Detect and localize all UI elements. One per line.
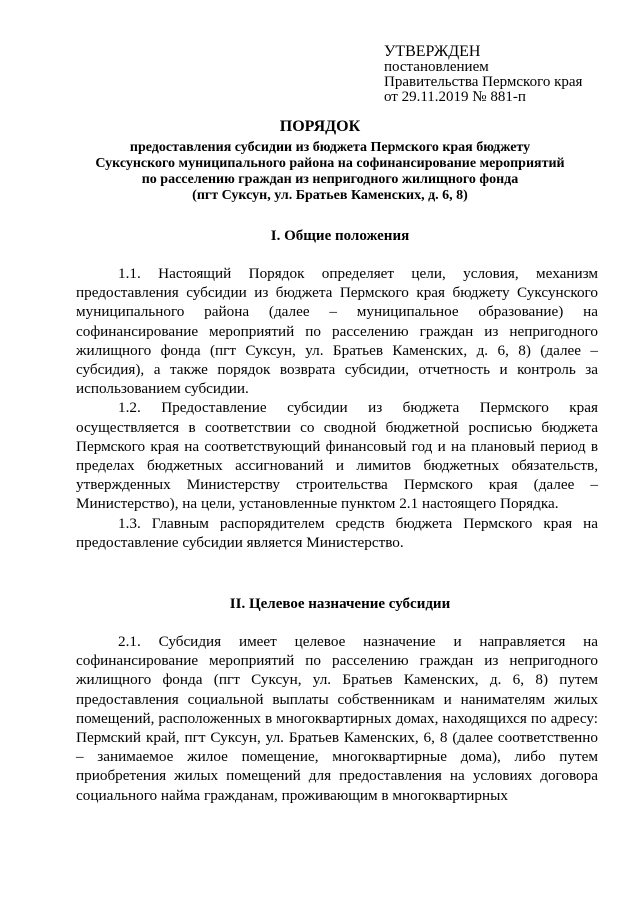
subtitle-line-4: (пгт Суксун, ул. Братьев Каменских, д. 6, 8) — [192, 188, 468, 203]
subtitle-line-1: предоставления субсидии из бюджета Пермского края бюджету — [129, 140, 531, 155]
document-subtitle — [70, 140, 590, 204]
paragraph-2-1: 2.1. Субсидия имеет целевое назначение и направляется на софинансирование мероприятий по расселению граждан из непригодного жилищного фонда (пгт Суксун, ул. Братьев Каменских, д. 6, 8) путем предоставления социальной выплаты собственникам и нанимателям жилых помещений, расположенных в многоквартирных домах, находящихся по адресу: Пермский край, пгт Суксун, ул. Братьев Каменских, 6, 8 (далее соответственно – занимаемое жилое помещение, многоквартирные дома), либо путем приобретения жилых помещений для предоставления на условиях договора социального найма гражданам, проживающим в многоквартирных — [76, 633, 598, 804]
approval-line-3: от 29.11.2019 № 881-п — [384, 89, 526, 105]
paragraph-1-2: 1.2. Предоставление субсидии из бюджета Пермского края осуществляется в соответствии со сводной бюджетной росписью бюджета Пермского края на соответствующий финансовый год и на плановый период в пределах бюджетных ассигнований и лимитов бюджетных обязательств, утвержденных Министерству строительства Пермского края (далее – Министерство), на цели, установленные пунктом 2.1 настоящего Порядка. — [76, 399, 598, 513]
approval-line-1: постановлением — [384, 59, 489, 75]
section-1-heading: I. Общие положения — [270, 228, 410, 244]
approval-stamp — [384, 44, 582, 105]
approval-line-2: Правительства Пермского края — [384, 74, 583, 90]
subtitle-line-2: Суксунского муниципального района на софинансирование мероприятий — [95, 156, 565, 171]
paragraph-1-3: 1.3. Главным распорядителем средств бюджета Пермского края на предоставление субсидии является Министерство. — [76, 514, 598, 551]
section-2-body — [76, 632, 598, 805]
subtitle-line-3: по расселению граждан из непригодного жилищного фонда — [141, 172, 519, 187]
section-2-heading: II. Целевое назначение субсидии — [229, 596, 451, 612]
document-title: ПОРЯДОК — [279, 118, 361, 135]
paragraph-1-1: 1.1. Настоящий Порядок определяет цели, условия, механизм предоставления субсидии из бюджета Пермского края бюджету Суксунского муниципального района (далее – муниципальное образование) на софинансирование мероприятий по расселению граждан из непригодного жилищного фонда (пгт Суксун, ул. Братьев Каменских, д. 6, 8) (далее – субсидия), а также порядок возврата субсидии, отчетность и контроль за использованием субсидии. — [76, 265, 598, 398]
section-1-body — [76, 264, 598, 552]
approval-heading: УТВЕРЖДЕН — [384, 43, 481, 60]
